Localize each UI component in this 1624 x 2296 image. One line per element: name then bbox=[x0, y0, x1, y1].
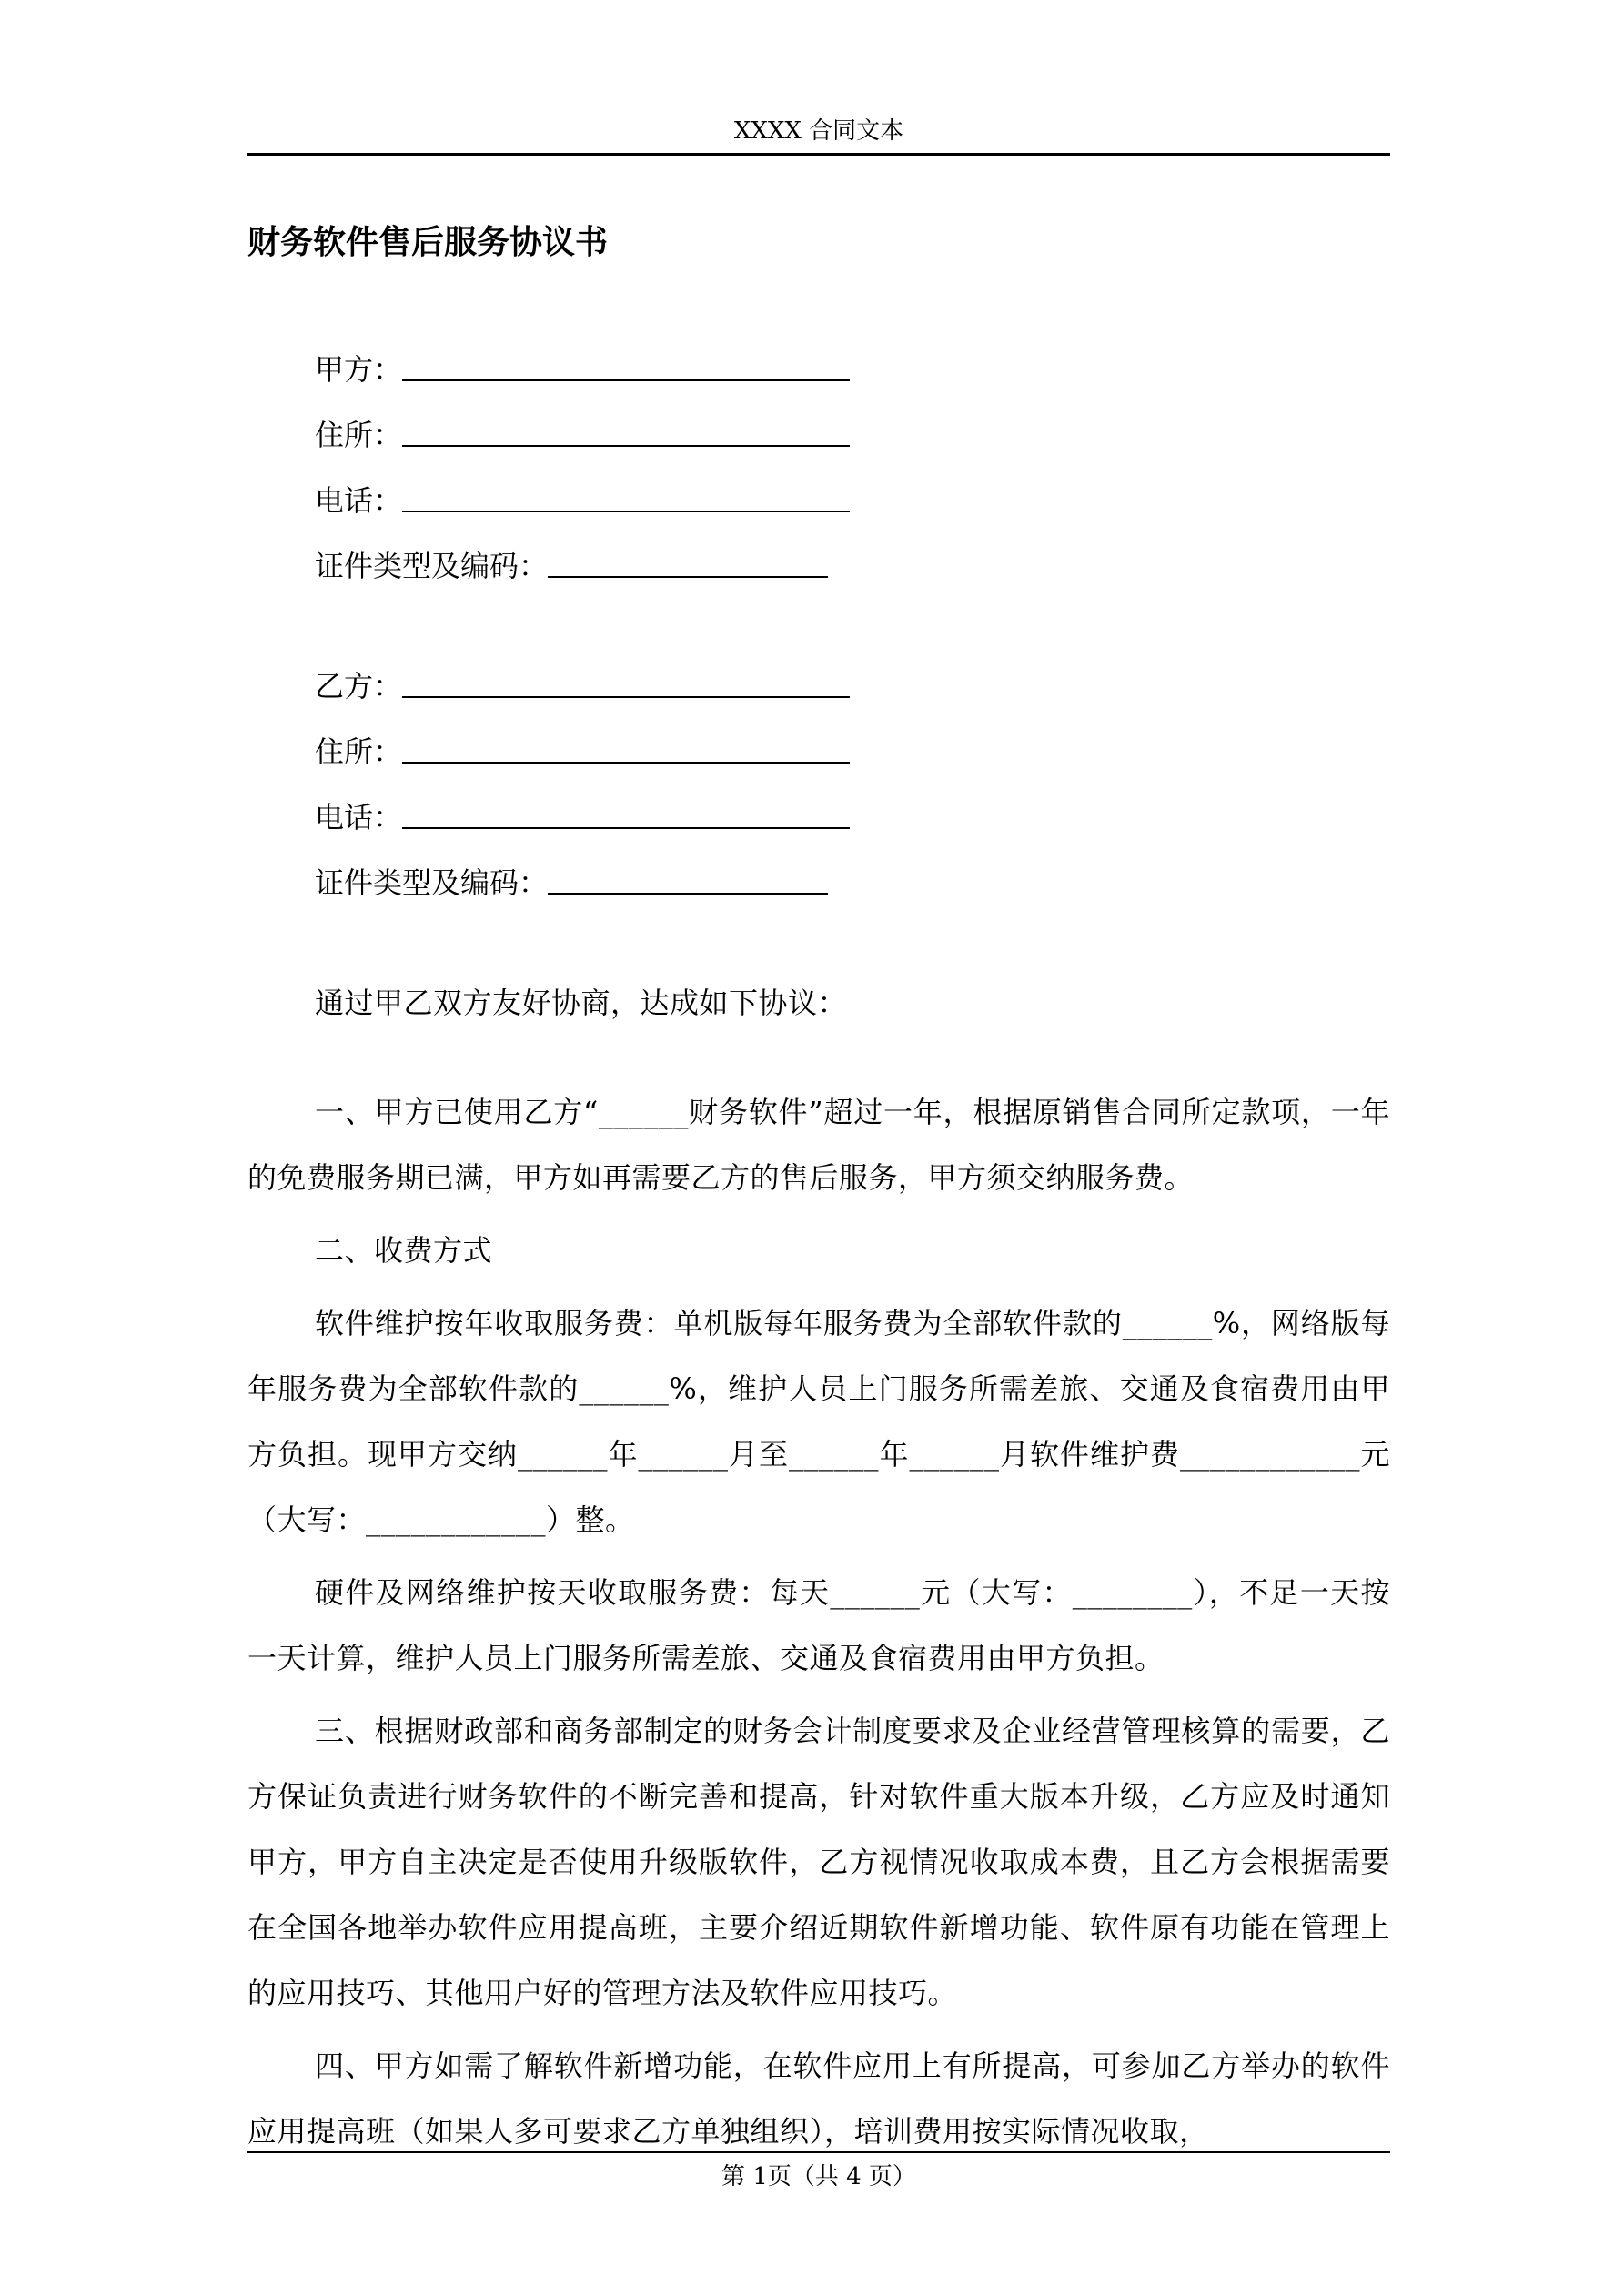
party-b-name-field bbox=[247, 653, 1390, 719]
party-a-name-field bbox=[247, 337, 1390, 402]
party-b-phone-field bbox=[247, 784, 1390, 850]
party-a-name-label: 甲方： bbox=[315, 352, 403, 387]
section-spacer bbox=[247, 1043, 1390, 1079]
party-b-id-field bbox=[247, 850, 1390, 915]
party-b-address-label: 住所： bbox=[315, 734, 403, 769]
party-b-phone-blank[interactable] bbox=[402, 800, 850, 829]
party-b-address-blank[interactable] bbox=[402, 734, 850, 764]
party-a-address-label: 住所： bbox=[315, 418, 403, 452]
party-a-name-blank[interactable] bbox=[402, 352, 850, 381]
header-text: XXXX 合同文本 bbox=[733, 117, 904, 145]
party-b-id-blank[interactable] bbox=[548, 865, 828, 895]
document-title: 财务软件售后服务协议书 bbox=[247, 224, 609, 261]
party-b-name-blank[interactable] bbox=[402, 669, 850, 698]
party-a-phone-blank[interactable] bbox=[402, 483, 850, 512]
clause-2-software-fee-paragraph: 软件维护按年收取服务费：单机版每年服务费为全部软件款的______%，网络版每年服务费为全部软件款的______%，维护人员上门服务所需差旅、交通及食宿费用由甲方负担。现甲方交纳______年______月至______年______月软件维护费____________元（大写：____________）整。 bbox=[247, 1306, 1390, 1537]
party-a-id-label: 证件类型及编码： bbox=[315, 549, 549, 583]
document-body bbox=[247, 337, 1390, 2171]
party-b-address-field bbox=[247, 719, 1390, 784]
clause-4-paragraph: 四、甲方如需了解软件新增功能，在软件应用上有所提高，可参加乙方举办的软件应用提高班（如果人多可要求乙方单独组织），培训费用按实际情况收取， bbox=[247, 2048, 1390, 2149]
party-b-phone-label: 电话： bbox=[315, 800, 403, 834]
party-a-phone-field bbox=[247, 468, 1390, 533]
section-spacer bbox=[247, 599, 1390, 653]
party-a-address-blank[interactable] bbox=[402, 418, 850, 447]
intro-paragraph: 通过甲乙双方友好协商，达成如下协议： bbox=[315, 986, 848, 1020]
page-number: 第 1页（共 4 页） bbox=[721, 2163, 916, 2190]
party-b-name-label: 乙方： bbox=[315, 669, 403, 703]
party-a-id-field bbox=[247, 533, 1390, 599]
party-a-phone-label: 电话： bbox=[315, 483, 403, 518]
clause-2-heading: 二、收费方式 bbox=[315, 1233, 493, 1268]
party-b-id-label: 证件类型及编码： bbox=[315, 865, 549, 900]
clause-2-hardware-fee-paragraph: 硬件及网络维护按天收取服务费：每天______元（大写：________），不足一天按一天计算，维护人员上门服务所需差旅、交通及食宿费用由甲方负担。 bbox=[247, 1575, 1390, 1675]
section-spacer bbox=[247, 915, 1390, 970]
page-header bbox=[247, 109, 1390, 156]
clause-1-paragraph: 一、甲方已使用乙方“______财务软件”超过一年，根据原销售合同所定款项，一年的免费服务期已满，甲方如再需要乙方的售后服务，甲方须交纳服务费。 bbox=[247, 1095, 1390, 1195]
party-a-address-field bbox=[247, 402, 1390, 468]
page-footer bbox=[247, 2151, 1390, 2200]
clause-3-paragraph: 三、根据财政部和商务部制定的财务会计制度要求及企业经营管理核算的需要，乙方保证负责进行财务软件的不断完善和提高，针对软件重大版本升级，乙方应及时通知甲方，甲方自主决定是否使用升级版软件，乙方视情况收取成本费，且乙方会根据需要在全国各地举办软件应用提高班，主要介绍近期软件新增功能、软件原有功能在管理上的应用技巧、其他用户好的管理方法及软件应用技巧。 bbox=[247, 1714, 1390, 2010]
party-a-id-blank[interactable] bbox=[548, 549, 828, 578]
